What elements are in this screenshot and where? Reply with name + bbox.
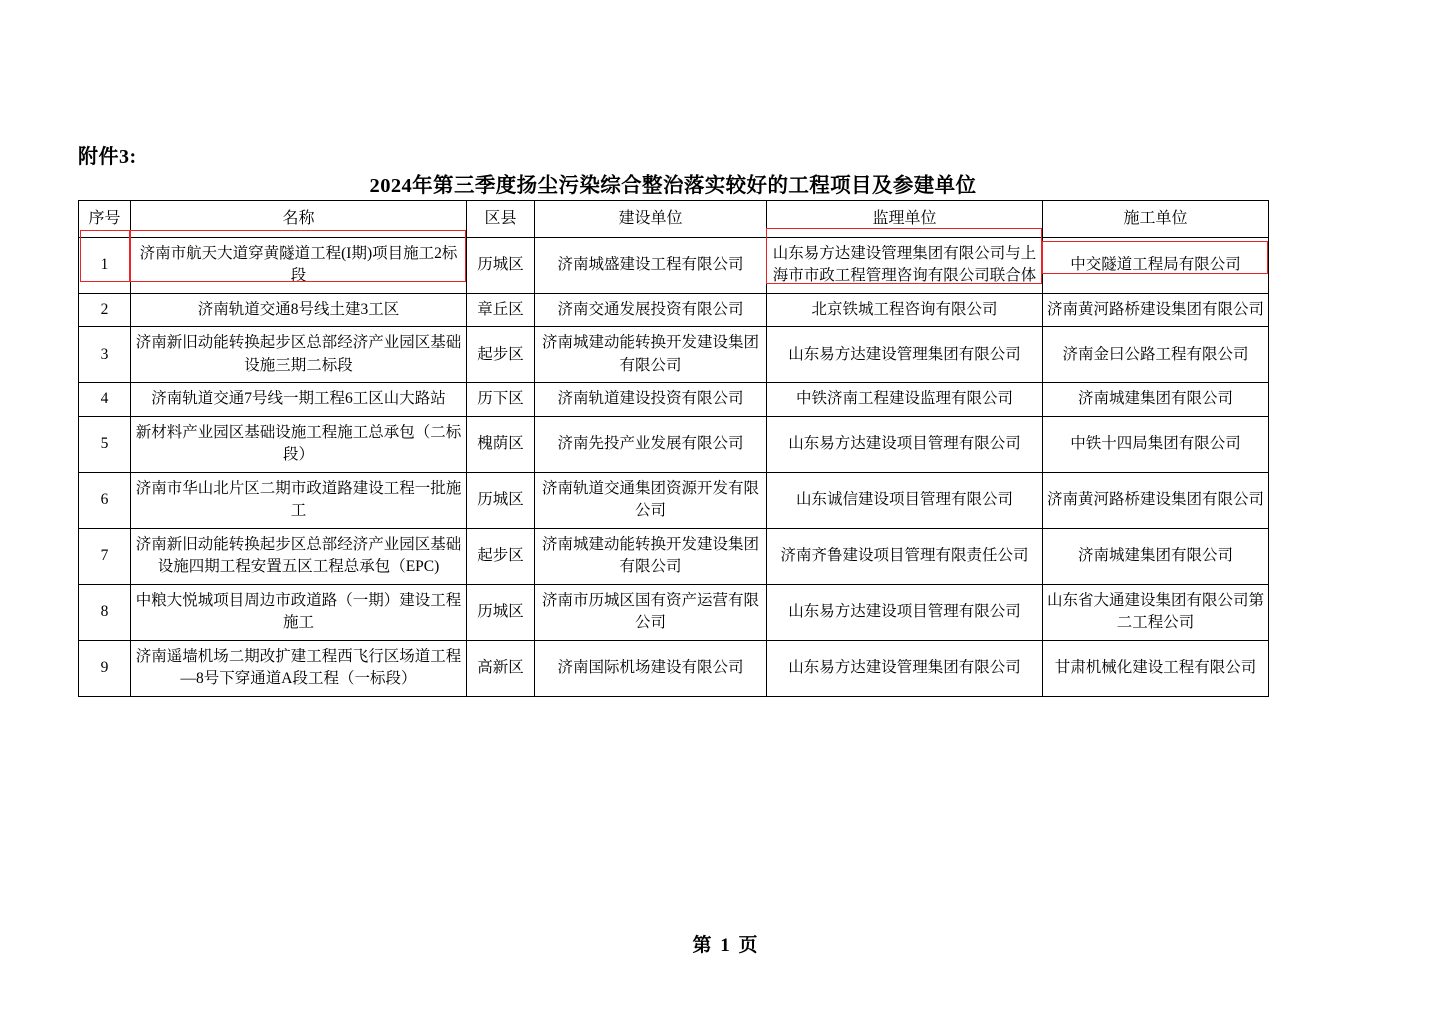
table-row [79,584,1269,640]
attachment-label: 附件3: [78,146,137,168]
table-row [79,640,1269,696]
cell-builder: 济南城建动能转换开发建设集团有限公司 [535,528,767,584]
cell-supervisor: 山东易方达建设管理集团有限公司 [767,640,1043,696]
cell-constructor: 中铁十四局集团有限公司 [1043,416,1269,472]
cell-builder: 济南交通发展投资有限公司 [535,293,767,326]
cell-index: 6 [79,472,131,528]
cell-constructor: 中交隧道工程局有限公司 [1043,238,1269,294]
cell-district: 槐荫区 [467,416,535,472]
project-table [78,200,1269,697]
cell-builder: 济南国际机场建设有限公司 [535,640,767,696]
cell-district: 高新区 [467,640,535,696]
cell-constructor: 甘肃机械化建设工程有限公司 [1043,640,1269,696]
cell-supervisor: 山东易方达建设管理集团有限公司 [767,327,1043,383]
cell-index: 9 [79,640,131,696]
cell-name: 济南轨道交通7号线一期工程6工区山大路站 [131,383,467,416]
cell-supervisor: 中铁济南工程建设监理有限公司 [767,383,1043,416]
cell-builder: 济南城建动能转换开发建设集团有限公司 [535,327,767,383]
cell-index: 3 [79,327,131,383]
cell-index: 1 [79,238,131,294]
cell-constructor: 济南金曰公路工程有限公司 [1043,327,1269,383]
cell-supervisor: 山东诚信建设项目管理有限公司 [767,472,1043,528]
cell-constructor: 济南黄河路桥建设集团有限公司 [1043,293,1269,326]
table-row [79,293,1269,326]
cell-name: 济南新旧动能转换起步区总部经济产业园区基础设施四期工程安置五区工程总承包（EPC) [131,528,467,584]
cell-constructor: 济南城建集团有限公司 [1043,383,1269,416]
cell-district: 历城区 [467,472,535,528]
column-header-name: 名称 [131,201,467,238]
cell-supervisor: 山东易方达建设项目管理有限公司 [767,584,1043,640]
cell-index: 2 [79,293,131,326]
cell-constructor: 济南黄河路桥建设集团有限公司 [1043,472,1269,528]
cell-name: 济南市航天大道穿黄隧道工程(I期)项目施工2标段 [131,238,467,294]
cell-index: 7 [79,528,131,584]
cell-constructor: 济南城建集团有限公司 [1043,528,1269,584]
cell-name: 济南轨道交通8号线土建3工区 [131,293,467,326]
cell-district: 历城区 [467,238,535,294]
cell-name: 济南遥墙机场二期改扩建工程西飞行区场道工程—8号下穿通道A段工程（一标段） [131,640,467,696]
column-header-district: 区县 [467,201,535,238]
cell-index: 8 [79,584,131,640]
table-row [79,416,1269,472]
cell-name: 中粮大悦城项目周边市政道路（一期）建设工程施工 [131,584,467,640]
cell-builder: 济南轨道建设投资有限公司 [535,383,767,416]
cell-district: 章丘区 [467,293,535,326]
cell-name: 济南市华山北片区二期市政道路建设工程一批施工 [131,472,467,528]
cell-district: 起步区 [467,528,535,584]
page-title: 2024年第三季度扬尘污染综合整治落实较好的工程项目及参建单位 [369,175,977,197]
table-row [79,528,1269,584]
cell-builder: 济南轨道交通集团资源开发有限公司 [535,472,767,528]
cell-builder: 济南先投产业发展有限公司 [535,416,767,472]
cell-index: 5 [79,416,131,472]
table-row [79,383,1269,416]
column-header-constructor: 施工单位 [1043,201,1269,238]
cell-supervisor: 济南齐鲁建设项目管理有限责任公司 [767,528,1043,584]
cell-index: 4 [79,383,131,416]
table-header-row [79,201,1269,238]
table-row [79,238,1269,294]
column-header-index: 序号 [79,201,131,238]
table-row [79,472,1269,528]
cell-supervisor: 山东易方达建设管理集团有限公司与上海市市政工程管理咨询有限公司联合体 [767,238,1043,294]
cell-constructor: 山东省大通建设集团有限公司第二工程公司 [1043,584,1269,640]
cell-builder: 济南市历城区国有资产运营有限公司 [535,584,767,640]
cell-name: 济南新旧动能转换起步区总部经济产业园区基础设施三期二标段 [131,327,467,383]
table-row [79,327,1269,383]
cell-district: 历城区 [467,584,535,640]
column-header-supervisor: 监理单位 [767,201,1043,238]
cell-name: 新材料产业园区基础设施工程施工总承包（二标段） [131,416,467,472]
cell-district: 起步区 [467,327,535,383]
cell-supervisor: 北京铁城工程咨询有限公司 [767,293,1043,326]
page-footer: 第 1 页 [692,935,760,956]
cell-district: 历下区 [467,383,535,416]
column-header-builder: 建设单位 [535,201,767,238]
cell-supervisor: 山东易方达建设项目管理有限公司 [767,416,1043,472]
cell-builder: 济南城盛建设工程有限公司 [535,238,767,294]
